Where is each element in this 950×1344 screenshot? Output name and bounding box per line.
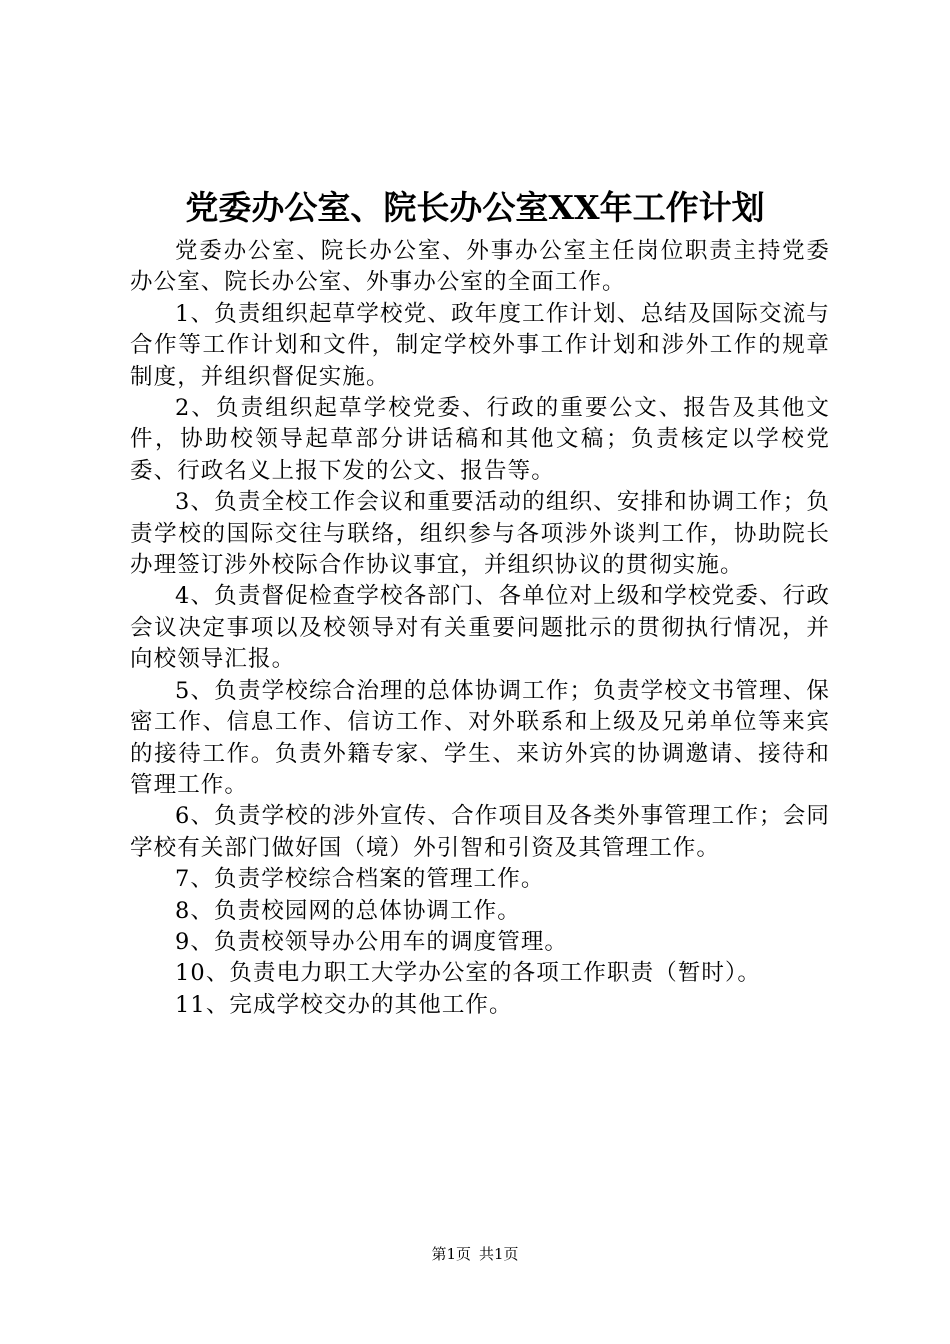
page-number: 第1页 (431, 1245, 471, 1263)
paragraph-item-3: 3、负责全校工作会议和重要活动的组织、安排和协调工作；负责学校的国际交往与联络，组织参与各项涉外谈判工作，协助院长办理签订涉外校际合作协议事宜，并组织协议的贯彻实施。 (130, 489, 830, 579)
paragraph-item-11: 11、完成学校交办的其他工作。 (175, 991, 513, 1018)
paragraph-item-8: 8、负责校园网的总体协调工作。 (175, 897, 521, 924)
paragraph-item-6: 6、负责学校的涉外宣传、合作项目及各类外事管理工作；会同学校有关部门做好国（境）外引智和引资及其管理工作。 (130, 803, 830, 861)
page-total: 共1页 (479, 1245, 519, 1263)
paragraph-item-10: 10、负责电力职工大学办公室的各项工作职责（暂时）。 (175, 960, 761, 987)
paragraph-item-7: 7、负责学校综合档案的管理工作。 (175, 866, 545, 893)
paragraph-item-4: 4、负责督促检查学校各部门、各单位对上级和学校党委、行政会议决定事项以及校领导对有关重要问题批示的贯彻执行情况，并向校领导汇报。 (130, 583, 830, 673)
document-body (130, 236, 830, 1021)
page-footer (0, 1244, 950, 1264)
paragraph-item-5: 5、负责学校综合治理的总体协调工作；负责学校文书管理、保密工作、信息工作、信访工作、对外联系和上级及兄弟单位等来宾的接待工作。负责外籍专家、学生、来访外宾的协调邀请、接待和管理工作。 (130, 677, 830, 798)
paragraph-intro: 党委办公室、院长办公室、外事办公室主任岗位职责主持党委办公室、院长办公室、外事办公室的全面工作。 (130, 238, 830, 296)
paragraph-item-2: 2、负责组织起草学校党委、行政的重要公文、报告及其他文件，协助校领导起草部分讲话稿和其他文稿；负责核定以学校党委、行政名义上报下发的公文、报告等。 (130, 395, 830, 484)
paragraph-item-1: 1、负责组织起草学校党、政年度工作计划、总结及国际交流与合作等工作计划和文件，制定学校外事工作计划和涉外工作的规章制度，并组织督促实施。 (130, 300, 830, 390)
document-title: 党委办公室、院长办公室XX年工作计划 (185, 188, 765, 227)
paragraph-item-9: 9、负责校领导办公用车的调度管理。 (175, 928, 569, 955)
